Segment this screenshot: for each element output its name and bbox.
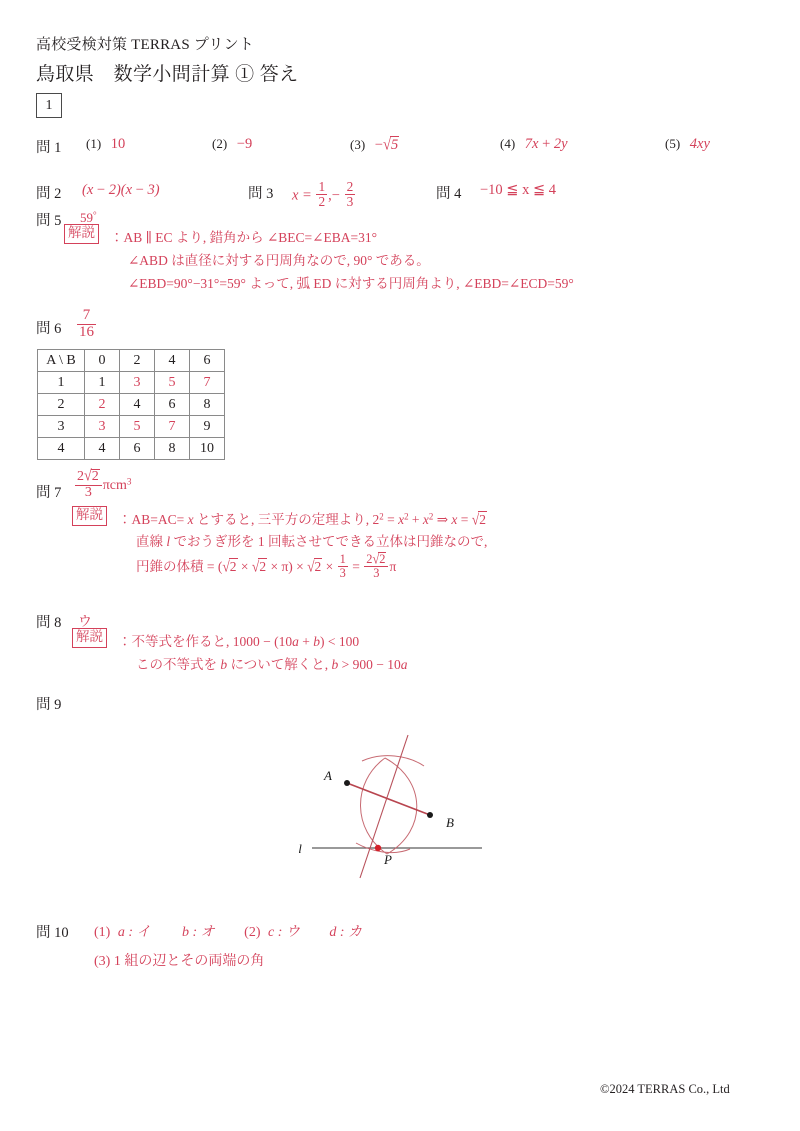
label-a: A xyxy=(324,768,332,783)
q6-fraction-denominator: 16 xyxy=(79,323,94,340)
table-cell-2-3: 9 xyxy=(190,416,225,438)
q2-label: 問 2 xyxy=(36,186,62,202)
table-col-header-1: 2 xyxy=(120,350,155,372)
table-row-header-2: 3 xyxy=(38,416,85,438)
q7-fraction xyxy=(75,469,102,500)
table-col-header-3: 6 xyxy=(190,350,225,372)
q6-fraction xyxy=(77,308,96,341)
copyright-notice: ©2024 TERRAS Co., Ltd xyxy=(600,1082,730,1096)
q6-label: 問 6 xyxy=(36,321,62,337)
segment-ab xyxy=(347,783,430,815)
q9-label: 問 9 xyxy=(36,697,62,713)
construction-svg xyxy=(290,730,520,880)
q3-comma: , xyxy=(328,187,332,204)
q3-label: 問 3 xyxy=(248,186,274,202)
q7-numerator-radicand: 2 xyxy=(91,469,99,484)
page-title: 鳥取県 数学小問計算 ① 答え xyxy=(36,64,299,85)
table-corner-label: A \ B xyxy=(38,350,85,372)
q10-line-2: (3) 1 組の辺とその両端の角 xyxy=(94,954,265,969)
q7-numerator-coefficient: 2 xyxy=(77,469,84,484)
q8-kaisetsu-badge: 解説 xyxy=(72,628,107,648)
q5-kaisetsu-line-3: ∠EBD=90°−31°=59° よって, 弧 ED に対する円周角より, ∠EBD=∠ECD=59° xyxy=(128,276,574,291)
q1-item-4 xyxy=(500,136,568,153)
point-b-dot xyxy=(427,812,433,818)
table-cell-2-0: 3 xyxy=(85,416,120,438)
q5-kaisetsu-badge: 解説 xyxy=(64,224,99,244)
q7-fraction-numerator xyxy=(75,469,102,485)
q10-part1-number: (1) xyxy=(94,925,111,940)
q10-line-1 xyxy=(94,921,362,941)
table-cell-3-2: 8 xyxy=(155,438,190,460)
q5-degree-sign: ° xyxy=(93,210,97,221)
q1-item-4-number: (4) xyxy=(500,136,516,151)
q1-item-2 xyxy=(212,136,252,153)
q3-fraction-1 xyxy=(316,180,327,209)
q2-answer: (x − 2)(x − 3) xyxy=(82,182,160,198)
q8-label: 問 8 xyxy=(36,615,62,631)
table-cell-0-2: 5 xyxy=(155,372,190,394)
compass-arc-left xyxy=(360,758,387,854)
q1-item-1 xyxy=(86,136,125,153)
table-cell-1-2: 6 xyxy=(155,394,190,416)
table-col-header-2: 4 xyxy=(155,350,190,372)
q1-item-5-answer: 4xy xyxy=(689,136,710,152)
q3-minus: − xyxy=(331,187,340,204)
q3-fraction-2 xyxy=(345,180,356,209)
q6-answer xyxy=(76,308,97,341)
q7-unit: πcm xyxy=(102,477,127,493)
q1-item-5-number: (5) xyxy=(665,136,681,151)
q7-kaisetsu-line-3: 円錐の体積 = (√2 × √2 × π) × √2 × $\frac{1}{3}$ = $\frac{2√2}{3}$ π xyxy=(136,551,397,581)
q8-kaisetsu-line-2: この不等式を b について解くと, b > 900 − 10a xyxy=(136,657,408,672)
q3-fraction-2-denominator: 3 xyxy=(346,194,354,209)
q10-part2-number: (2) xyxy=(244,925,261,940)
q9-construction-figure xyxy=(290,730,520,880)
q10-answer-b: b : オ xyxy=(182,925,215,940)
table-cell-2-2: 7 xyxy=(155,416,190,438)
q10-answer-d: d : カ xyxy=(329,925,363,940)
table-cell-2-1: 5 xyxy=(120,416,155,438)
q7-kaisetsu-line-1: ：AB=AC= x とすると, 三平方の定理より, $2^2 = x^2 + x^2$ ⇒ x = √2 xyxy=(118,511,486,528)
q1-item-1-answer: 10 xyxy=(110,136,126,152)
q8-kaisetsu-line-1: ：不等式を作ると, 1000 − (10a + b) < 100 xyxy=(118,634,360,649)
q7-result-fraction: $\frac{2√2}{3}$ xyxy=(364,552,388,580)
table-row xyxy=(38,438,225,460)
point-a-dot xyxy=(344,780,350,786)
table-cell-0-3: 7 xyxy=(190,372,225,394)
q7-unit-exponent: 3 xyxy=(126,476,132,487)
q1-item-4-answer: 7x + 2y xyxy=(524,136,568,152)
q10-label: 問 10 xyxy=(36,925,69,941)
label-b: B xyxy=(446,815,454,830)
q10-answer-a: a : イ xyxy=(117,925,151,940)
sqrt-icon: √2 xyxy=(84,467,99,485)
compass-arc-top xyxy=(362,756,424,766)
q5-answer-value: 59 xyxy=(80,210,93,225)
q1-item-3 xyxy=(350,136,399,154)
q8-answer: ウ xyxy=(78,615,92,630)
q7-kaisetsu-line-2: 直線 l でおうぎ形を 1 回転させてできる立体は円錐なので, xyxy=(136,534,488,549)
label-p: P xyxy=(384,852,392,867)
q7-label: 問 7 xyxy=(36,485,62,501)
q4-label: 問 4 xyxy=(436,186,462,202)
q7-answer xyxy=(74,469,131,500)
q5-kaisetsu-line-1: ：AB ∥ EC より, 錯角から ∠BEC=∠EBA=31° xyxy=(110,230,377,245)
table-col-header-0: 0 xyxy=(85,350,120,372)
q6-fraction-numerator: 7 xyxy=(82,307,91,323)
q6-sum-table xyxy=(37,349,225,460)
q7-third-fraction: $\frac{1}{3}$ xyxy=(339,552,346,581)
table-row xyxy=(38,394,225,416)
table-cell-0-1: 3 xyxy=(120,372,155,394)
q1-label: 問 1 xyxy=(36,140,62,156)
q1-item-3-answer: −√5 xyxy=(374,135,399,154)
table-row xyxy=(38,372,225,394)
table-cell-0-0: 1 xyxy=(85,372,120,394)
q7-fraction-denominator: 3 xyxy=(75,485,102,501)
q5-kaisetsu-line-2: ∠ABD は直径に対する円周角なので, 90° である。 xyxy=(128,253,430,268)
table-cell-1-1: 4 xyxy=(120,394,155,416)
table-cell-3-1: 6 xyxy=(120,438,155,460)
table-row-header-0: 1 xyxy=(38,372,85,394)
table-header-row xyxy=(38,350,225,372)
q1-item-3-number: (3) xyxy=(350,137,366,152)
q4-answer: −10 ≦ x ≦ 4 xyxy=(480,182,556,198)
q10-answer-c: c : ウ xyxy=(268,925,300,940)
q7-kaisetsu-badge: 解説 xyxy=(72,506,107,526)
table-cell-3-3: 10 xyxy=(190,438,225,460)
table-row-header-1: 2 xyxy=(38,394,85,416)
section-number-box: 1 xyxy=(36,93,62,118)
table-cell-1-0: 2 xyxy=(85,394,120,416)
q5-label: 問 5 xyxy=(36,213,62,229)
q3-fraction-1-denominator: 2 xyxy=(318,194,326,209)
q1-item-2-answer: −9 xyxy=(236,136,253,152)
table-row-header-3: 4 xyxy=(38,438,85,460)
point-p-dot xyxy=(375,845,381,851)
q1-item-5 xyxy=(665,136,710,153)
q3-answer xyxy=(292,180,356,209)
q3-fraction-1-numerator: 1 xyxy=(318,179,326,194)
q1-item-2-number: (2) xyxy=(212,136,228,151)
q3-fraction-2-numerator: 2 xyxy=(346,179,354,194)
label-l: l xyxy=(298,841,302,856)
compass-arc-right xyxy=(385,758,417,854)
q1-item-1-number: (1) xyxy=(86,136,102,151)
q3-lhs: x = xyxy=(292,187,312,204)
table-cell-3-0: 4 xyxy=(85,438,120,460)
table-cell-1-3: 8 xyxy=(190,394,225,416)
print-series-subtitle: 高校受検対策 TERRAS プリント xyxy=(36,37,255,53)
table-row xyxy=(38,416,225,438)
